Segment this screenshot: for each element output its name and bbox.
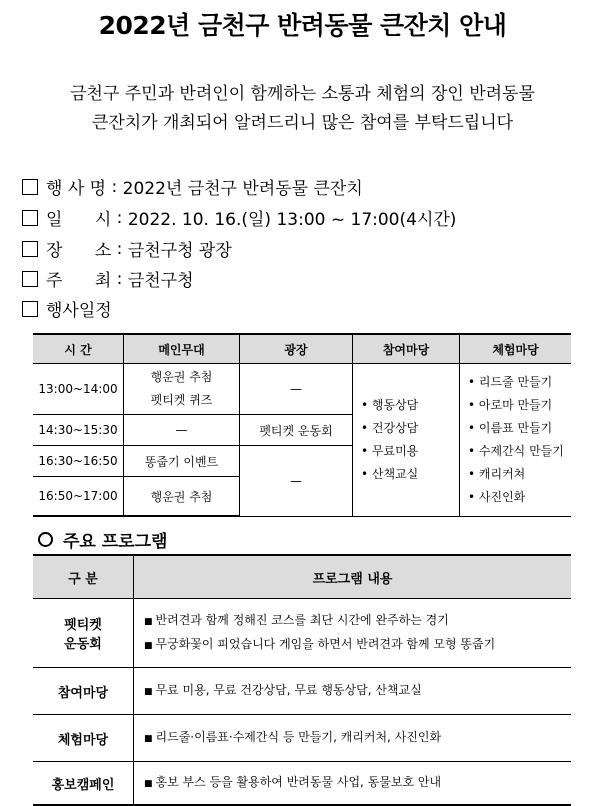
list-item: • 행동상담 <box>361 394 459 417</box>
checkbox-icon <box>22 210 38 226</box>
schedule-time: 14:30~15:30 <box>33 415 124 446</box>
circle-bullet-icon <box>38 532 53 547</box>
programs-header: 프로그램 내용 <box>134 555 572 599</box>
list-item: • 산책교실 <box>361 463 459 486</box>
list-item: • 이름표 만들기 <box>468 417 571 440</box>
schedule-header: 시 간 <box>33 334 124 364</box>
program-name: 홍보캠페인 <box>33 762 134 806</box>
program-item: 무료 미용, 무료 건강상담, 무료 행동상담, 산책교실 <box>155 683 422 697</box>
page-title: 2022년 금천구 반려동물 큰잔치 안내 <box>98 11 507 40</box>
info-place: 장 소 : 금천구청 광장 <box>22 236 232 261</box>
intro-line: 금천구 주민과 반려인이 함께하는 소통과 체험의 장인 반려동물 <box>70 84 535 104</box>
square-bullet-icon: ■ <box>144 687 153 697</box>
program-name: 체험마당 <box>33 715 134 762</box>
checkbox-icon <box>22 241 38 257</box>
program-item: 반려견과 함께 정해진 코스를 최단 시간에 완주하는 경기 <box>155 613 449 627</box>
list-item: • 아로마 만들기 <box>468 394 571 417</box>
info-label: 주 최 <box>46 271 112 291</box>
list-item: • 사진인화 <box>468 486 571 509</box>
program-content <box>134 668 572 715</box>
program-name: 참여마당 <box>33 668 134 715</box>
info-value: 2022년 금천구 반려동물 큰잔치 <box>122 179 363 199</box>
schedule-header: 광장 <box>240 334 353 364</box>
checkbox-icon <box>22 271 38 287</box>
program-name-line: 펫티켓 <box>64 618 102 633</box>
schedule-main: 행운권 추첨 <box>124 477 240 517</box>
schedule-main: 똥줍기 이벤트 <box>124 446 240 477</box>
schedule-header: 참여마당 <box>353 334 460 364</box>
info-value: 금천구청 광장 <box>127 241 232 261</box>
schedule-square: — <box>240 446 353 517</box>
program-item: 무궁화꽃이 피었습니다 게임을 하면서 반려견과 함께 모형 똥줍기 <box>155 637 496 651</box>
square-bullet-icon: ■ <box>144 617 153 627</box>
info-datetime: 일 시 : 2022. 10. 16.(일) 13:00 ~ 17:00(4시간) <box>22 205 456 230</box>
info-value: 2022. 10. 16.(일) 13:00 ~ 17:00(4시간) <box>127 210 457 230</box>
schedule-time: 16:50~17:00 <box>33 477 124 517</box>
info-label: 장 소 <box>46 241 112 261</box>
intro-text <box>0 80 605 138</box>
info-value: 금천구청 <box>127 271 194 291</box>
info-event-name: 행 사 명 : 2022년 금천구 반려동물 큰잔치 <box>22 174 363 199</box>
list-item: • 수제간식 만들기 <box>468 440 571 463</box>
info-label: 행 사 명 <box>46 179 107 199</box>
schedule-header: 메인무대 <box>124 334 240 364</box>
info-schedule-heading <box>22 296 112 321</box>
schedule-main-item: 행운권 추첨 <box>150 370 213 384</box>
program-content <box>134 599 572 668</box>
schedule-experience <box>460 364 572 517</box>
programs-header: 구 분 <box>33 555 134 599</box>
program-content <box>134 715 572 762</box>
schedule-participation <box>353 364 460 517</box>
schedule-square: — <box>240 364 353 415</box>
info-label: 일 시 <box>46 210 112 230</box>
schedule-main: — <box>124 415 240 446</box>
programs-heading <box>38 527 167 552</box>
intro-line: 큰잔치가 개최되어 알려드리니 많은 참여를 부탁드립니다 <box>91 113 514 133</box>
list-item: • 무료미용 <box>361 440 459 463</box>
program-content <box>134 762 572 806</box>
programs-heading-text: 주요 프로그램 <box>63 532 168 552</box>
schedule-header: 체험마당 <box>460 334 572 364</box>
square-bullet-icon: ■ <box>144 779 153 789</box>
programs-table <box>33 554 571 806</box>
schedule-main-item: 펫티켓 퀴즈 <box>150 393 213 407</box>
square-bullet-icon: ■ <box>144 641 153 651</box>
program-name <box>33 599 134 668</box>
schedule-table <box>33 333 571 517</box>
program-item: 홍보 부스 등을 활용하여 반려동물 사업, 동물보호 안내 <box>155 775 442 789</box>
list-item: • 리드줄 만들기 <box>468 371 571 394</box>
program-name-line: 운동회 <box>64 637 102 652</box>
info-host: 주 최 : 금천구청 <box>22 266 194 291</box>
program-item: 리드줄·이름표·수제간식 등 만들기, 캐리커처, 사진인화 <box>155 730 442 744</box>
checkbox-icon <box>22 301 38 317</box>
schedule-time: 16:30~16:50 <box>33 446 124 477</box>
schedule-time: 13:00~14:00 <box>33 364 124 415</box>
schedule-square: 펫티켓 운동회 <box>240 415 353 446</box>
square-bullet-icon: ■ <box>144 734 153 744</box>
list-item: • 건강상담 <box>361 417 459 440</box>
schedule-main <box>124 364 240 415</box>
list-item: • 캐리커쳐 <box>468 463 571 486</box>
checkbox-icon <box>22 179 38 195</box>
info-label: 행사일정 <box>46 301 112 321</box>
